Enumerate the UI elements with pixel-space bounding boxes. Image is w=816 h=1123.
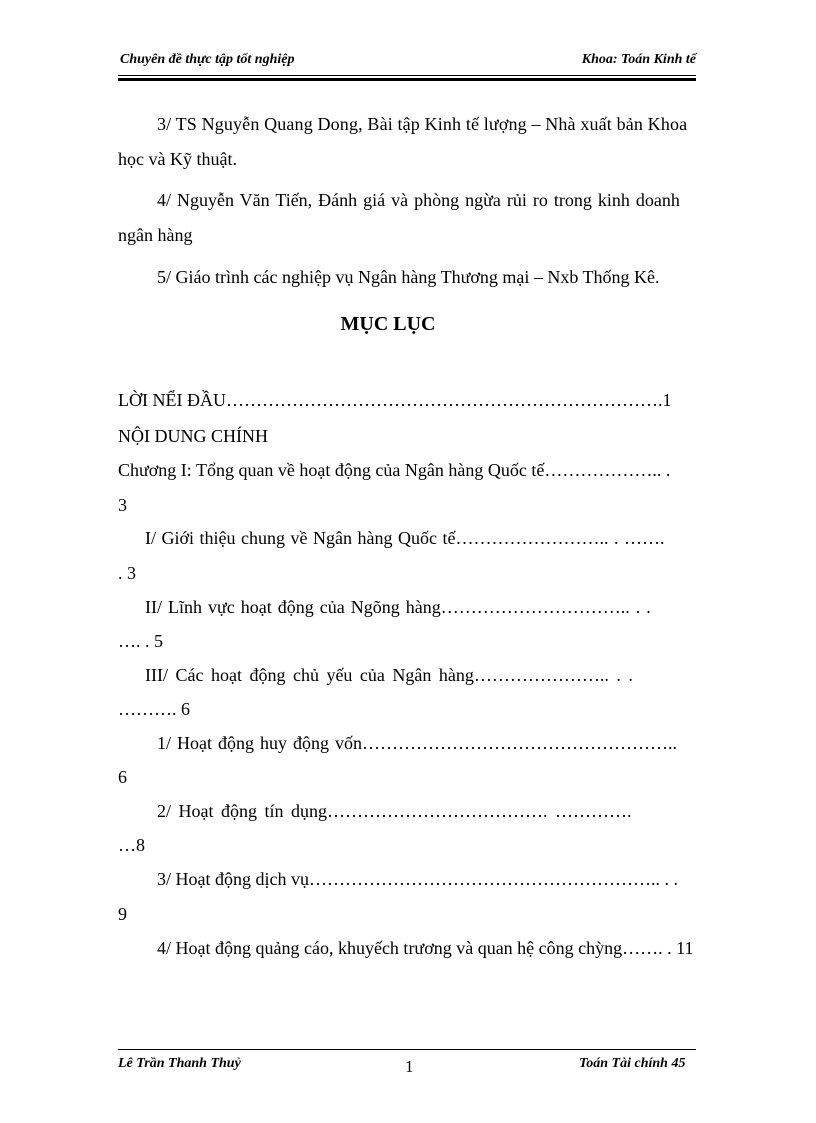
toc-entry: 3/ Hoạt động dịch vụ………………………………………………….. . . [157, 869, 678, 889]
toc-entry: Chương I: Tổng quan về hoạt động của Ngân hàng Quốc tế……………….. . [118, 460, 671, 480]
toc-entry: 1/ Hoạt động huy động vốn…………………………………………….. [157, 733, 677, 753]
toc-entry: NỘI DUNG CHÍNH [118, 426, 268, 446]
toc-entry-page: 9 [118, 904, 127, 924]
toc-entry-page: 3 [118, 495, 127, 515]
header-rule-thick [118, 78, 696, 81]
toc-entry: LỜI NỂI ĐẦU……………………………………………………………….1 [118, 390, 672, 410]
toc-entry: I/ Giới thiệu chung về Ngân hàng Quốc tế…………………….. . ……. [145, 528, 665, 548]
toc-entry: II/ Lĩnh vực hoạt động của Ngõng hàng………………………….. . . [145, 597, 651, 617]
toc-entry: III/ Các hoạt động chủ yếu của Ngân hàng………………….. . . [145, 665, 633, 685]
reference-line: 5/ Giáo trình các nghiệp vụ Ngân hàng Thương mại – Nxb Thống Kê. [157, 267, 660, 287]
toc-entry: 2/ Hoạt động tín dụng………………………………. …………. [157, 801, 632, 821]
reference-line: 4/ Nguyễn Văn Tiến, Đánh giá và phòng ngừa rủi ro trong kinh doanh [157, 190, 680, 210]
footer-rule [118, 1049, 696, 1050]
header-left-text: Chuyên đề thực tập tốt nghiệp [120, 52, 295, 67]
toc-entry-page: …. . 5 [118, 631, 163, 651]
toc-title: MỤC LỤC [340, 313, 436, 335]
toc-entry-page: ………. 6 [118, 699, 190, 719]
header-right-text: Khoa: Toán Kinh tế [581, 52, 696, 67]
reference-line: học và Kỹ thuật. [118, 149, 237, 169]
footer-class: Toán Tài chính 45 [579, 1056, 686, 1071]
reference-line: ngân hàng [118, 225, 193, 245]
toc-entry-page: 6 [118, 767, 127, 787]
reference-line: 3/ TS Nguyễn Quang Dong, Bài tập Kinh tế lượng – Nhà xuất bản Khoa [157, 114, 688, 134]
toc-entry-page: …8 [118, 835, 145, 855]
toc-entry-page: . 3 [118, 563, 136, 583]
toc-entry: 4/ Hoạt động quảng cáo, khuyếch trương và quan hệ công chỳng……. . 11 [157, 938, 694, 958]
page-number: 1 [405, 1057, 414, 1076]
page-header [118, 52, 696, 74]
footer-author: Lê Trần Thanh Thuỷ [118, 1056, 241, 1071]
header-rule-thin [118, 75, 696, 76]
